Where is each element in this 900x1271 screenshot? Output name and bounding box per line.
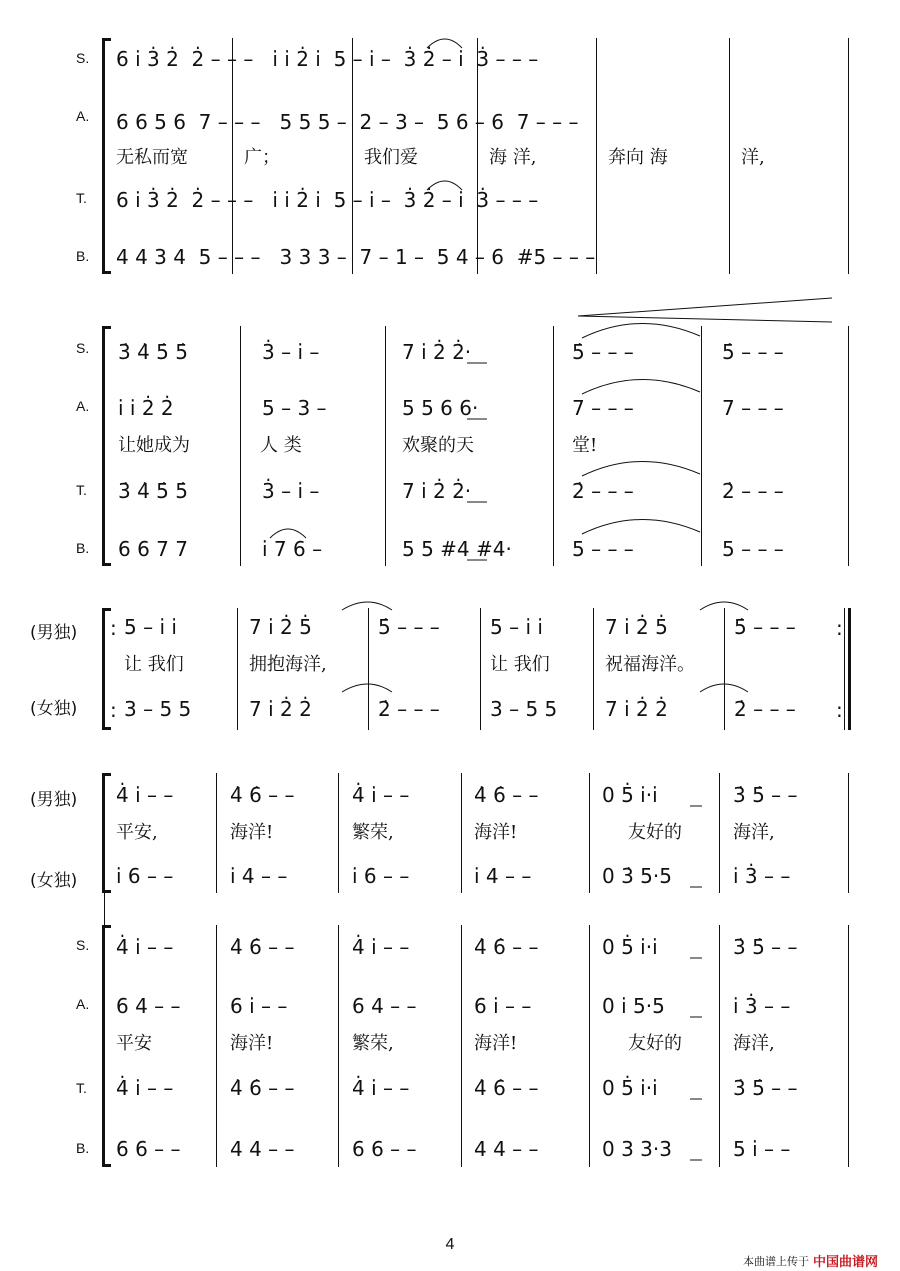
bass-notes: 6 6 – – [116, 1137, 181, 1161]
lyrics-2c: 欢聚的天 [402, 435, 474, 456]
bass-notes: i̇ 7 6 – [262, 537, 323, 561]
footer-credit [743, 1251, 878, 1270]
female-solo-notes: 7 i̇ 2̇ 2̇ [605, 697, 668, 721]
bass-notes: 5 5 #4 #4· [402, 537, 512, 561]
female-solo-notes: i̇ 4 – – [230, 864, 288, 888]
alto-notes: 6 i̇ – – [230, 994, 288, 1018]
voice-label-alto: A. [76, 108, 90, 124]
alto-notes: 6 4 – – [116, 994, 181, 1018]
voice-label-female-solo: (女独) [30, 699, 78, 719]
male-solo-notes: 4̇ 6̇ – – [474, 783, 539, 807]
voice-label-male-solo: (男独) [30, 790, 78, 810]
tie [582, 379, 700, 394]
female-solo-notes: 0 3̇ 5·5 [602, 864, 672, 888]
alto-notes: 6 6 5 6 7 – – – 5 5 5 – 2 – 3 – 5 6 – 6 7 – – – [116, 110, 579, 134]
voice-label-female-solo: (女独) [30, 871, 78, 891]
tenor-notes: 2̇ – – – [572, 479, 634, 503]
female-solo-notes: 2̇ – – – [734, 697, 796, 721]
bass-notes: 4 4 – – [474, 1137, 539, 1161]
site-logo[interactable]: 中国曲谱网 [812, 1254, 878, 1269]
voice-label-alto: A. [76, 398, 90, 414]
bass-notes: 5 – – – [572, 537, 634, 561]
footer-text: 本曲谱上传于 [742, 1255, 809, 1268]
male-solo-notes: 4̇ i̇ – – [352, 783, 410, 807]
tenor-notes: 3̇ – i̇ – [262, 479, 320, 503]
lyrics-1f: 洋, [741, 147, 765, 168]
lyrics-4a: 平安, [116, 822, 158, 843]
bass-notes: 4 4 3 4 5 – – – 3 3 3 – 7 – 1 – 5 4 – 6 #5 – – – [116, 245, 596, 269]
repeat-end-sign: : [836, 698, 843, 722]
male-solo-notes: 7 i̇ 2̇ 5̇ [605, 615, 668, 639]
bass-notes: 5 i̇ – – [733, 1137, 791, 1161]
lyrics-1e: 奔向 海 [608, 147, 668, 168]
soprano-notes: 4̇ 6̇ – – [230, 935, 295, 959]
soprano-notes: 3̇ – i̇ – [262, 340, 320, 364]
bass-notes: 6 6 – – [352, 1137, 417, 1161]
male-solo-notes: 5 – i̇ i̇ [124, 615, 177, 639]
alto-notes: 7 – – – [722, 396, 784, 420]
lyrics-1c: 我们爱 [364, 147, 418, 168]
voice-label-bass: B. [76, 1140, 90, 1156]
bass-notes: 6 6 7 7 [118, 537, 188, 561]
tie [700, 602, 748, 610]
alto-notes: 5 – 3 – [262, 396, 327, 420]
bass-notes: 5 – – – [722, 537, 784, 561]
male-solo-notes: 4̇ 6̇ – – [230, 783, 295, 807]
slur [427, 181, 462, 190]
lyrics-4e: 友好的 [628, 822, 682, 843]
lyrics-4f: 海洋, [733, 822, 775, 843]
lyrics-3c: 让 我们 [490, 654, 550, 675]
lyrics-2d: 堂! [572, 435, 598, 456]
male-solo-notes: 5̇ – – – [378, 615, 440, 639]
voice-label-tenor: T. [76, 482, 87, 498]
male-solo-notes: 0 5̇ i̇·i̇ [602, 783, 658, 807]
female-solo-notes: i̇ 6 – – [116, 864, 174, 888]
slur [427, 39, 462, 48]
slur [270, 529, 306, 538]
lyrics-5e: 友好的 [628, 1033, 682, 1054]
lyrics-3a: 让 我们 [124, 654, 184, 675]
tie [342, 684, 392, 692]
soprano-notes: 5̇ – – – [572, 340, 634, 364]
lyrics-3d: 祝福海洋。 [605, 654, 695, 675]
lyrics-2a: 让她成为 [118, 435, 190, 456]
tie [582, 519, 700, 534]
tenor-notes: 4̇ i̇ – – [352, 1076, 410, 1100]
bass-notes: 0 3 3·3 [602, 1137, 672, 1161]
repeat-start-sign: : [110, 616, 117, 640]
voice-label-soprano: S. [76, 340, 90, 356]
female-solo-notes: 7 i̇ 2̇ 2̇ [249, 697, 312, 721]
tenor-notes: 3̇ 4̇ 5̇ 5̇ [118, 479, 188, 503]
tenor-notes: 4̇ 6̇ – – [474, 1076, 539, 1100]
female-solo-notes: i̇ 4 – – [474, 864, 532, 888]
male-solo-notes: 7 i̇ 2̇ 5̇ [249, 615, 312, 639]
lyrics-1b: 广； [244, 147, 280, 168]
repeat-start-sign: : [110, 698, 117, 722]
voice-label-soprano: S. [76, 50, 90, 66]
tie [582, 461, 700, 476]
tie [700, 684, 748, 692]
tenor-notes: 6 i̇ 3̇ 2̇ 2̇ – – – i̇ i̇ 2̇ i̇ 5 – i̇ – 3̇ 2̇ – i̇ 3̇ – – – [116, 188, 539, 212]
female-solo-notes: 3 – 5 5 [490, 697, 558, 721]
repeat-end-sign: : [836, 616, 843, 640]
alto-notes: i̇ 3̇ – – [733, 994, 791, 1018]
female-solo-notes: i̇ 6 – – [352, 864, 410, 888]
lyrics-5c: 繁荣, [352, 1033, 394, 1054]
soprano-notes: 0 5̇ i̇·i̇ [602, 935, 658, 959]
soprano-notes: 3̇ 5̇ – – [733, 935, 798, 959]
bass-notes: 4 4 – – [230, 1137, 295, 1161]
female-solo-notes: 2̇ – – – [378, 697, 440, 721]
alto-notes: 0 i̇ 5·5 [602, 994, 665, 1018]
male-solo-notes: 3̇ 5̇ – – [733, 783, 798, 807]
male-solo-notes: 5 – i̇ i̇ [490, 615, 543, 639]
voice-label-bass: B. [76, 540, 90, 556]
voice-label-male-solo: (男独) [30, 623, 78, 643]
alto-notes: 7 – – – [572, 396, 634, 420]
tenor-notes: 3̇ 5̇ – – [733, 1076, 798, 1100]
soprano-notes: 7 i̇ 2̇ 2̇· [402, 340, 472, 364]
male-solo-notes: 5̇ – – – [734, 615, 796, 639]
alto-notes: 6 4 – – [352, 994, 417, 1018]
tenor-notes: 7 i̇ 2̇ 2̇· [402, 479, 472, 503]
tenor-notes: 4̇ 6̇ – – [230, 1076, 295, 1100]
voice-label-tenor: T. [76, 1080, 87, 1096]
lyrics-1a: 无私而宽 [116, 147, 188, 168]
soprano-notes: 5̇ – – – [722, 340, 784, 364]
female-solo-notes: 3 – 5 5 [124, 697, 192, 721]
male-solo-notes: 4̇ i̇ – – [116, 783, 174, 807]
female-solo-notes: i̇ 3̇ – – [733, 864, 791, 888]
lyrics-5a: 平安 [116, 1033, 152, 1054]
alto-notes: 6 i̇ – – [474, 994, 532, 1018]
tenor-notes: 2̇ – – – [722, 479, 784, 503]
lyrics-3b: 拥抱海洋, [249, 654, 327, 675]
soprano-notes: 4̇ i̇ – – [116, 935, 174, 959]
page-number: 4 [445, 1236, 455, 1253]
voice-label-tenor: T. [76, 190, 87, 206]
tenor-notes: 4̇ i̇ – – [116, 1076, 174, 1100]
tie [342, 602, 392, 610]
lyrics-5f: 海洋, [733, 1033, 775, 1054]
alto-notes: 5 5 6 6· [402, 396, 479, 420]
tie [582, 323, 700, 338]
lyrics-4d: 海洋! [474, 822, 518, 843]
lyrics-2b: 人 类 [260, 435, 302, 456]
tenor-notes: 0 5̇ i̇·i̇ [602, 1076, 658, 1100]
lyrics-4b: 海洋! [230, 822, 274, 843]
lyrics-5b: 海洋! [230, 1033, 274, 1054]
voice-label-bass: B. [76, 248, 90, 264]
voice-label-soprano: S. [76, 937, 90, 953]
alto-notes: i̇ i̇ 2̇ 2̇ [118, 396, 174, 420]
crescendo-hairpin [578, 298, 832, 322]
soprano-notes: 3̇ 4̇ 5̇ 5̇ [118, 340, 188, 364]
lyrics-5d: 海洋! [474, 1033, 518, 1054]
soprano-notes: 4̇ i̇ – – [352, 935, 410, 959]
soprano-notes: 6 i̇ 3̇ 2̇ 2̇ – – – i̇ i̇ 2̇ i̇ 5 – i̇ – 3̇ 2̇ – i̇ 3̇ – – – [116, 47, 539, 71]
voice-label-alto: A. [76, 996, 90, 1012]
soprano-notes: 4̇ 6̇ – – [474, 935, 539, 959]
lyrics-1d: 海 洋, [489, 147, 537, 168]
lyrics-4c: 繁荣, [352, 822, 394, 843]
